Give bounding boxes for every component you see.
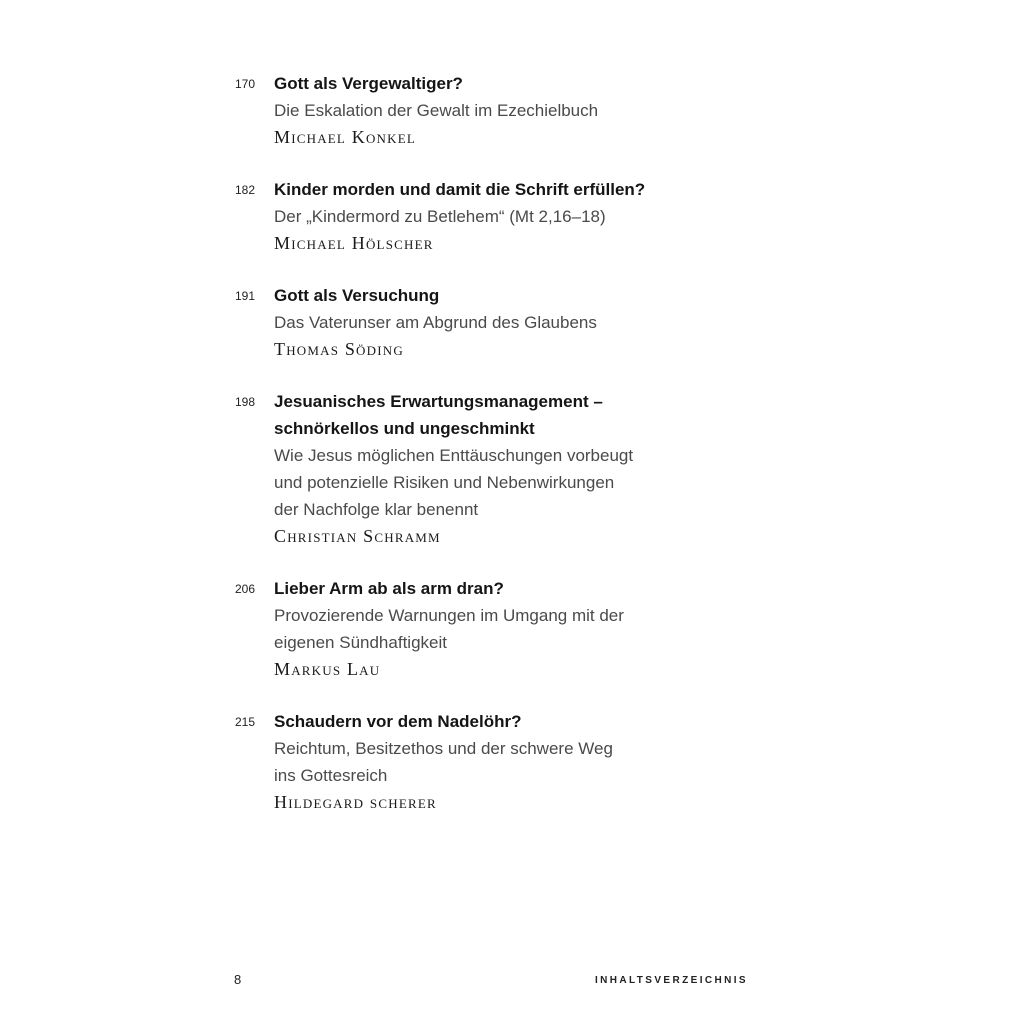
entry-title-line: Schaudern vor dem Nadelöhr? [274, 712, 522, 731]
entry-subtitle-line: der Nachfolge klar benennt [274, 500, 479, 519]
entry-subtitle-line: Die Eskalation der Gewalt im Ezechielbuch [274, 101, 599, 120]
entry-title-line: Gott als Versuchung [274, 286, 440, 305]
toc-entry [0, 708, 1024, 816]
entry-title-line: Lieber Arm ab als arm dran? [274, 579, 504, 598]
footer-section-label: INHALTSVERZEICHNIS [594, 975, 748, 986]
entry-subtitle-line: Provozierende Warnungen im Umgang mit der [274, 606, 624, 625]
entry-page-number: 182 [235, 183, 256, 197]
table-of-contents [0, 70, 1024, 841]
entry-author: Hildegard scherer [274, 792, 437, 812]
entry-body [274, 575, 694, 683]
entry-page-number: 215 [235, 715, 256, 729]
entry-subtitle-line: Wie Jesus möglichen Enttäuschungen vorbeugt [274, 446, 634, 465]
entry-title-line: schnörkellos und ungeschminkt [274, 419, 535, 438]
entry-subtitle-line: ins Gottesreich [274, 766, 388, 785]
toc-entry [0, 388, 1024, 550]
entry-body [274, 388, 694, 550]
entry-body [274, 70, 694, 151]
entry-title-line: Jesuanisches Erwartungsmanagement – [274, 392, 603, 411]
entry-title-line: Kinder morden und damit die Schrift erfüllen? [274, 180, 646, 199]
entry-body [274, 282, 694, 363]
entry-title-line: Gott als Vergewaltiger? [274, 74, 463, 93]
entry-subtitle-line: eigenen Sündhaftigkeit [274, 633, 447, 652]
entry-page-number: 170 [235, 77, 256, 91]
entry-body [274, 176, 694, 257]
entry-subtitle-line: Reichtum, Besitzethos und der schwere Weg [274, 739, 613, 758]
entry-body [274, 708, 694, 816]
toc-entry [0, 575, 1024, 683]
entry-page-number: 191 [235, 289, 256, 303]
entry-subtitle-line: Der „Kindermord zu Betlehem“ (Mt 2,16–18) [274, 207, 606, 226]
entry-author: Christian Schramm [274, 526, 441, 546]
entry-author: Markus Lau [274, 659, 381, 679]
toc-entry [0, 70, 1024, 151]
footer-page-number: 8 [234, 972, 242, 987]
entry-subtitle-line: und potenzielle Risiken und Nebenwirkungen [274, 473, 615, 492]
entry-author: Michael Konkel [274, 127, 417, 147]
toc-entry [0, 282, 1024, 363]
entry-page-number: 198 [235, 395, 256, 409]
entry-author: Michael Hölscher [274, 233, 434, 253]
entry-author: Thomas Söding [274, 339, 404, 359]
entry-page-number: 206 [235, 582, 256, 596]
toc-entry [0, 176, 1024, 257]
entry-subtitle-line: Das Vaterunser am Abgrund des Glaubens [274, 313, 597, 332]
